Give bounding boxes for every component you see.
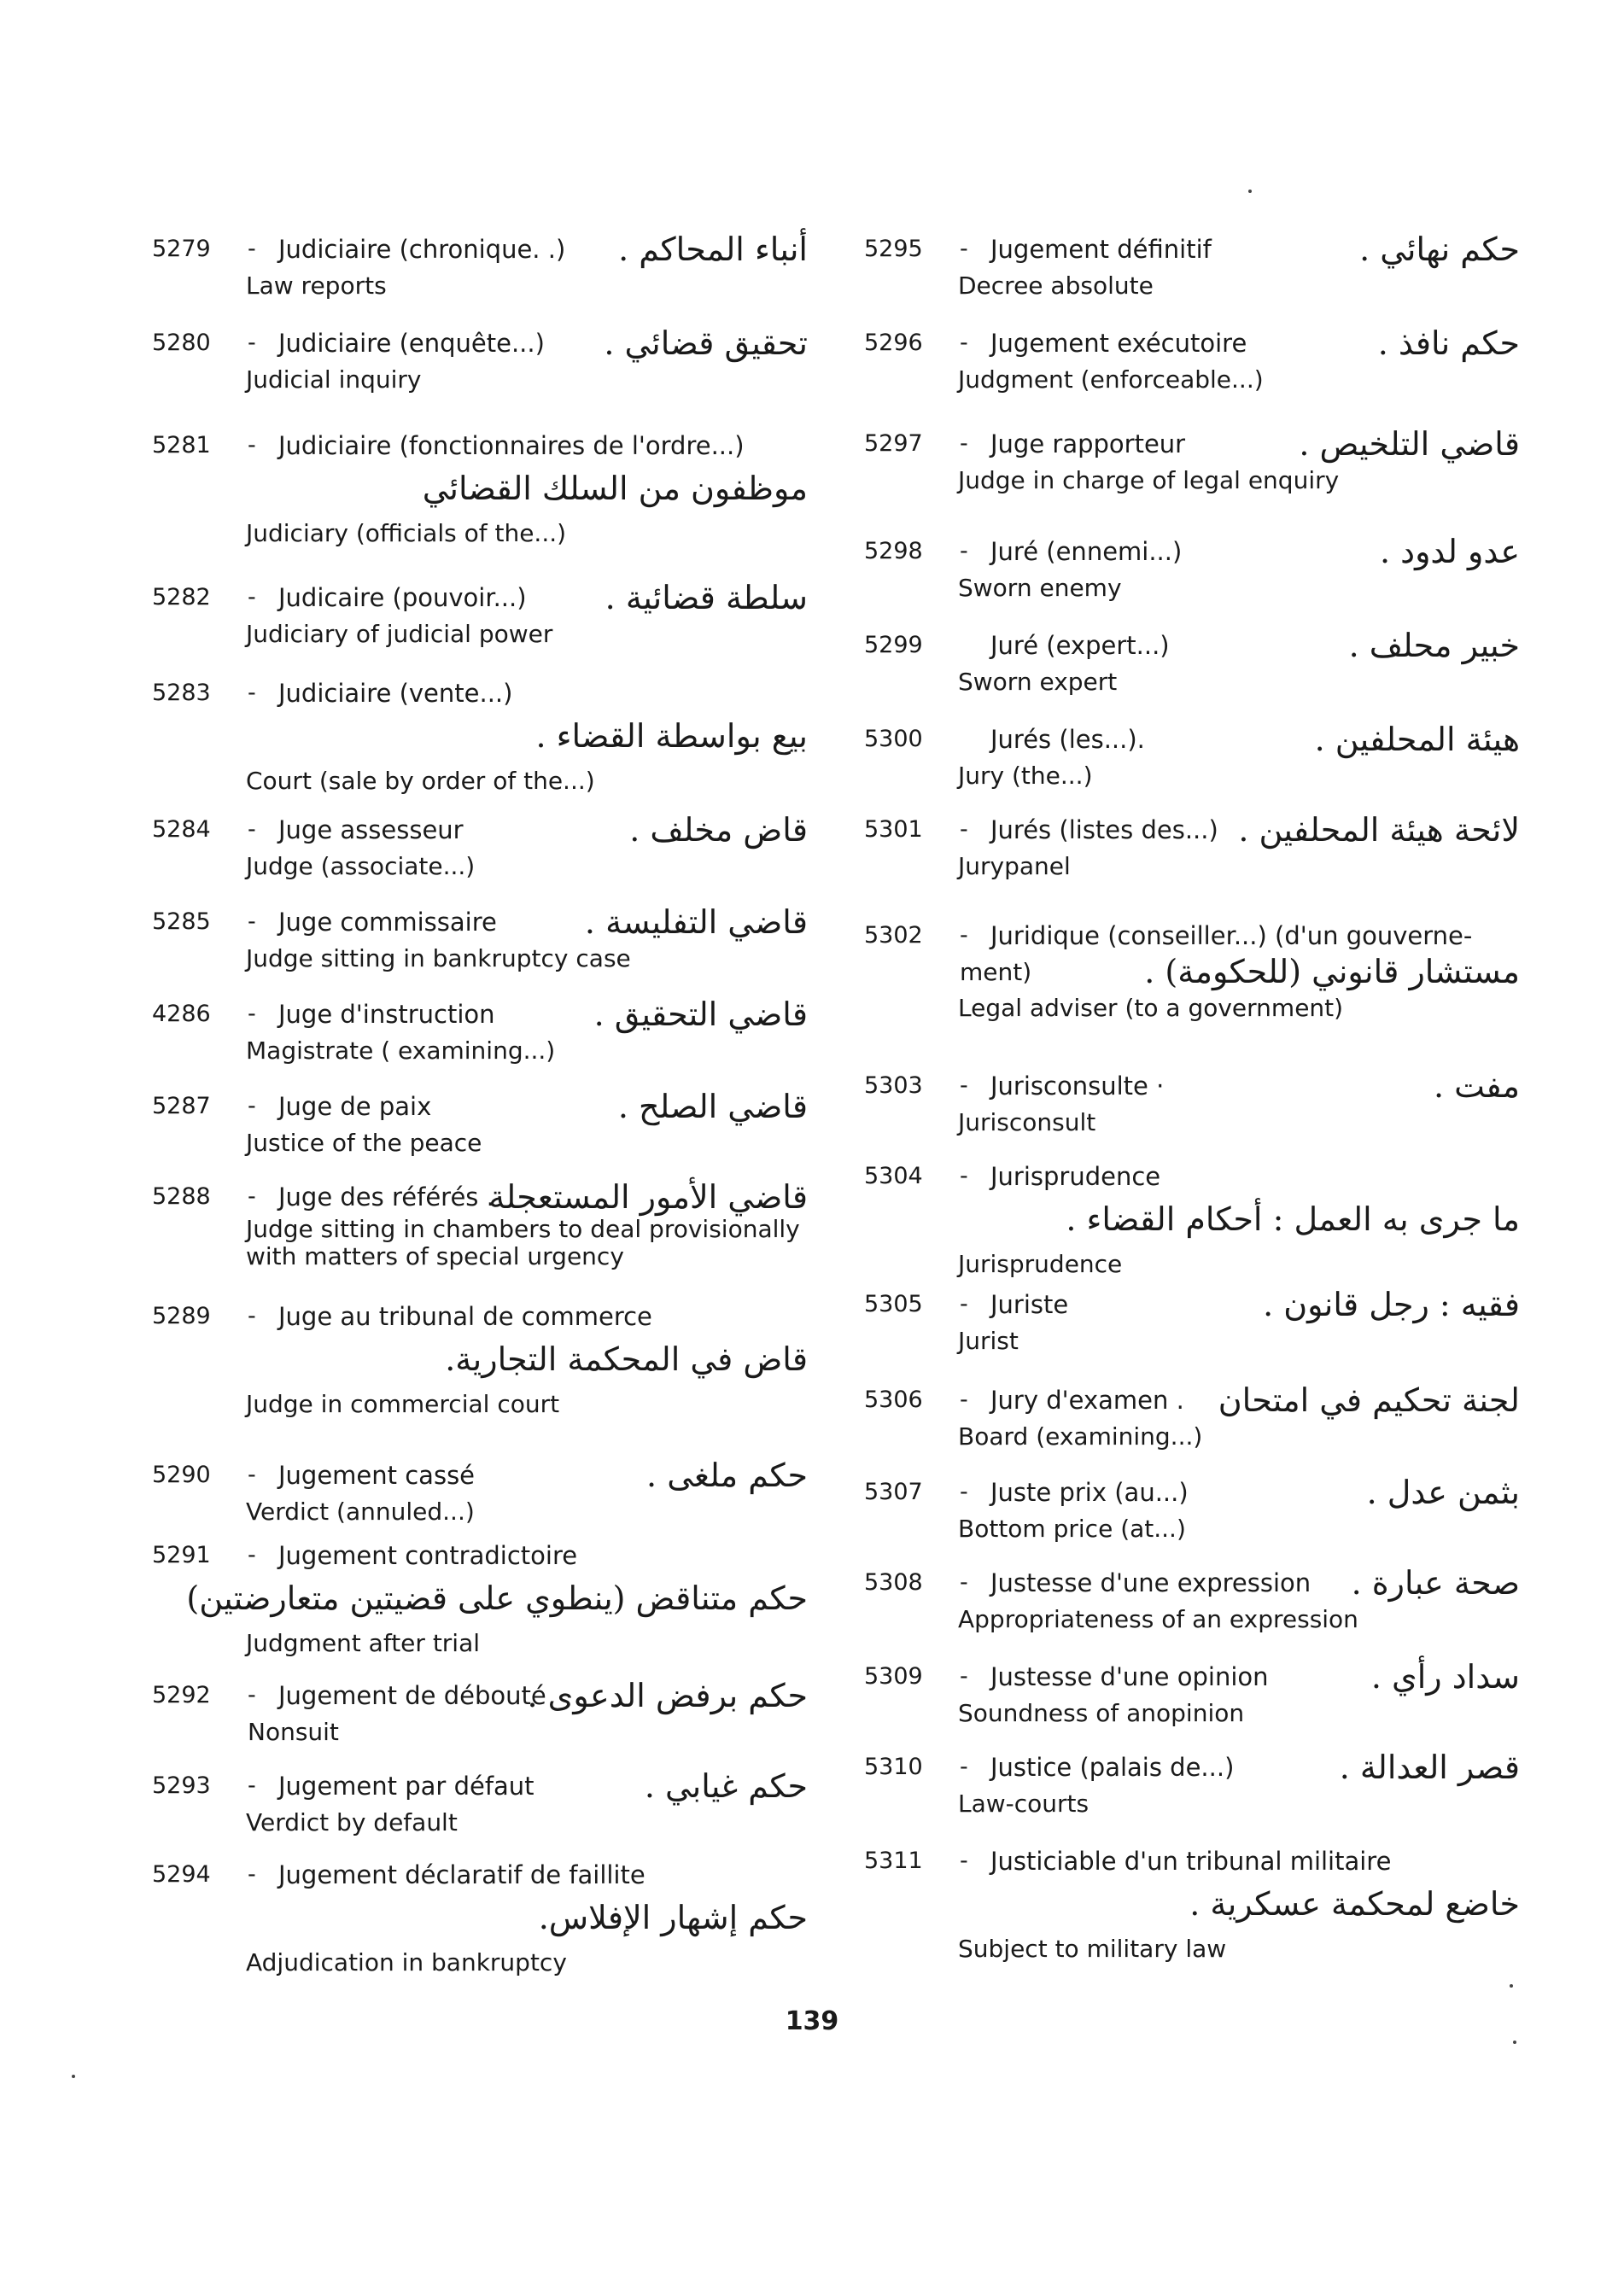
entry-number: 5295 [864,236,923,262]
entry-number: 5296 [864,330,923,356]
entry-dash: - [960,1387,968,1413]
english-translation: Judge in commercial court [246,1390,560,1418]
arabic-term: خاضع لمحكمة عسكرية . [1189,1885,1520,1923]
entry-headline [152,1537,818,1574]
arabic-term: قاض في المحكمة التجارية. [445,1340,808,1378]
entry-number: 5281 [152,432,211,458]
entry-headline [864,533,1530,570]
arabic-term-line [152,1574,818,1626]
french-term-continued-text: ment) [960,958,1032,986]
entry-headline [152,903,818,941]
english-translation: Justice of the peace [246,1129,482,1157]
english-translation: Soundness of anopinion [958,1699,1245,1727]
arabic-term: لائحة هيئة المحلفين . [1238,811,1520,849]
entry-dash: - [248,1682,256,1708]
entry-dash: - [960,1072,968,1099]
arabic-term-line [152,464,818,516]
dictionary-entry [152,1537,818,1661]
entry-headline [864,1749,1530,1786]
entry-number: 5305 [864,1291,923,1317]
entry-headline [152,1457,818,1494]
english-translation: Judge sitting in bankruptcy case [246,944,631,972]
entry-number: 5279 [152,236,211,262]
entry-dash: - [248,1183,256,1210]
entry-headline [864,811,1530,849]
english-translation: Judge in charge of legal enquiry [958,466,1340,494]
entry-headline [152,579,818,616]
entry-number: 5302 [864,922,923,949]
arabic-term: مستشار قانوني (للحكومة) . [1144,953,1520,990]
dictionary-entry [152,996,818,1069]
french-term: Jurés (listes des...) [990,815,1218,844]
dictionary-entry [152,1298,818,1422]
english-translation: Jurisconsult [958,1108,1096,1136]
arabic-term-line [864,1880,1530,1931]
entry-number: 5299 [864,632,923,658]
dictionary-entry [152,427,818,552]
entry-number: 5304 [864,1163,923,1189]
french-term: Juge rapporteur [990,429,1186,458]
entry-headline [864,1381,1530,1419]
entry-number: 5288 [152,1183,211,1210]
english-translation: Judiciary of judicial power [246,620,553,648]
entry-dash: - [960,330,968,356]
arabic-term-line [864,1195,1530,1247]
french-term: Jugement cassé [278,1461,476,1490]
entry-headline [152,674,818,712]
entry-number: 5284 [152,816,211,843]
french-term: Jurisprudence [990,1162,1161,1191]
entry-headline [152,427,818,464]
entry-dash: - [248,1542,256,1568]
english-translation: Law-courts [958,1790,1089,1818]
entry-number: 5307 [864,1479,923,1505]
entry-headline [864,1564,1530,1602]
french-term: Jugement de débouté [278,1681,546,1710]
entry-headline [864,1658,1530,1696]
english-translation: Subject to military law [958,1935,1227,1963]
dictionary-entry [864,1474,1530,1547]
entry-dash: - [248,330,256,356]
entry-dash: - [960,538,968,564]
entry-number: 5308 [864,1569,923,1596]
dictionary-entry [152,1767,818,1841]
entry-number: 5310 [864,1754,923,1780]
arabic-term: سلطة قضائية . [605,579,808,616]
entry-number: 5293 [152,1772,211,1799]
arabic-term: بثمن عدل . [1366,1474,1520,1511]
english-translation: Court (sale by order of the...) [246,767,595,795]
english-translation: Judgment after trial [246,1629,481,1657]
entry-dash: - [960,1848,968,1874]
arabic-term: حكم نافذ . [1377,324,1520,362]
english-translation: Verdict (annuled...) [246,1498,475,1526]
english-translation: Legal adviser (to a government) [958,994,1344,1022]
scan-speck [1248,190,1252,193]
english-translation: Judgment (enforceable...) [958,365,1264,394]
english-translation: Sworn expert [958,668,1118,696]
entry-number: 5303 [864,1072,923,1099]
entry-dash: - [248,816,256,843]
entry-dash: - [248,1093,256,1119]
dictionary-entry [152,1677,818,1750]
english-translation: Jurypanel [958,852,1071,880]
entry-headline [864,324,1530,362]
entry-dash: - [248,1462,256,1488]
scan-speck [72,2075,75,2078]
french-term: Justesse d'une expression [990,1568,1311,1597]
french-term: Judiciaire (enquête...) [278,329,545,358]
dictionary-entry [864,811,1530,885]
french-term: Jurisconsulte · [990,1071,1165,1101]
french-term: Juge assesseur [278,815,464,844]
entry-dash: - [248,908,256,935]
entry-number: 5289 [152,1303,211,1329]
french-term: Juste prix (au...) [990,1478,1189,1507]
french-term: Juge d'instruction [278,1000,495,1029]
french-term: Juré (expert...) [990,631,1170,660]
entry-number: 5291 [152,1542,211,1568]
entry-number: 5297 [864,430,923,457]
entry-dash: - [960,1754,968,1780]
dictionary-entry [864,917,1530,1026]
entry-dash: - [960,1291,968,1317]
english-translation: Judiciary (officials of the...) [246,519,567,547]
entry-dash: - [248,236,256,262]
entry-number: 5292 [152,1682,211,1708]
french-term: Juriste [990,1290,1069,1319]
dictionary-entry [152,1856,818,1981]
french-term: Judicaire (pouvoir...) [278,583,527,612]
entry-number: 5309 [864,1663,923,1690]
arabic-term: مفت . [1433,1067,1520,1105]
dictionary-entry [152,1457,818,1530]
french-term: Justice (palais de...) [990,1753,1235,1782]
entry-number: 5280 [152,330,211,356]
entry-headline [864,627,1530,664]
entry-headline [152,324,818,362]
entry-dash: - [960,1479,968,1505]
dictionary-entry [152,1088,818,1161]
entry-dash: - [248,1772,256,1799]
entry-dash: - [960,1163,968,1189]
dictionary-entry [864,1749,1530,1822]
english-translation: Judicial inquiry [246,365,422,394]
arabic-term: عدو لدود . [1379,533,1520,570]
dictionary-entry [864,1158,1530,1282]
page-number: 139 [785,2006,839,2036]
entry-number: 5301 [864,816,923,843]
entry-dash: - [960,816,968,843]
entry-headline [152,811,818,849]
entry-dash: - [248,432,256,458]
arabic-term: خبير محلف . [1348,627,1520,664]
dictionary-entry [152,1178,818,1270]
entry-dash: - [960,922,968,949]
dictionary-entry [864,231,1530,304]
entry-number: 5287 [152,1093,211,1119]
entry-dash: - [248,1303,256,1329]
dictionary-entry [864,1658,1530,1731]
arabic-term: أنباء المحاكم . [618,231,808,268]
english-translation: Judge sitting in chambers to deal provisionally with matters of special urgency [246,1215,800,1270]
english-translation: Verdict by default [246,1808,458,1836]
arabic-term: حكم ملغى . [646,1457,808,1494]
arabic-term: قاضي التحقيق . [593,996,808,1033]
english-translation: Jurist [958,1327,1019,1355]
entry-headline [152,1767,818,1805]
entry-number: 5311 [864,1848,923,1874]
english-translation: Adjudication in bankruptcy [246,1948,567,1976]
dictionary-entry [152,674,818,799]
arabic-term: حكم نهائي . [1359,231,1520,268]
entry-headline [864,1842,1530,1880]
english-translation: Jurisprudence [958,1250,1123,1278]
entry-dash: - [248,680,256,706]
entry-headline [864,425,1530,463]
french-term: Jugement définitif [990,235,1212,264]
entry-headline [152,231,818,268]
french-term: Juge des référés . [278,1182,494,1212]
entry-number: 5282 [152,584,211,610]
french-term: Justiciable d'un tribunal militaire [990,1847,1392,1876]
english-translation: Magistrate ( examining...) [246,1036,556,1065]
english-translation: Appropriateness of an expression [958,1605,1358,1633]
entry-headline [864,1067,1530,1105]
french-term-continued [864,955,1530,990]
arabic-term: ما جرى به العمل : أحكام القضاء . [1066,1200,1520,1238]
entry-dash: - [960,430,968,457]
entry-headline [864,1286,1530,1323]
french-term: Jugement par défaut [278,1772,535,1801]
english-translation: Law reports [246,272,387,300]
dictionary-entry [864,1286,1530,1359]
arabic-term: تحقيق قضائي . [604,324,808,362]
entry-dash: - [960,1663,968,1690]
arabic-term: حكم متناقض (ينطوي على قضيتين متعارضتين) [186,1579,808,1617]
arabic-term: قاضي الصلح . [617,1088,808,1125]
scan-speck [1510,1984,1513,1988]
french-term: Juge de paix [278,1092,432,1121]
english-translation: Judge (associate...) [246,852,476,880]
entry-headline [864,1474,1530,1511]
arabic-term: سداد رأي . [1370,1658,1520,1696]
dictionary-entry [864,1842,1530,1967]
entry-number: 5285 [152,908,211,935]
arabic-term: قاضي التفليسة . [584,903,808,941]
french-term: Justesse d'une opinion [990,1662,1269,1691]
dictionary-entry [152,231,818,304]
arabic-term-line [152,1894,818,1945]
entry-dash: - [960,1569,968,1596]
entry-number: 5283 [152,680,211,706]
entry-dash: - [248,1001,256,1027]
french-term: Jurés (les...). [990,725,1145,754]
arabic-term: حكم برفض الدعوى . [527,1677,808,1714]
dictionary-entry [152,903,818,977]
dictionary-entry [864,533,1530,606]
dictionary-entry [864,425,1530,499]
arabic-term-line [152,1335,818,1387]
dictionary-entry [864,1067,1530,1141]
entry-number: 4286 [152,1001,211,1027]
entry-number: 5294 [152,1861,211,1888]
arabic-term: فقيه : رجل قانون . [1263,1286,1520,1323]
entry-headline [152,1298,818,1335]
entry-number: 5290 [152,1462,211,1488]
entry-headline [864,721,1530,758]
dictionary-entry [864,1564,1530,1638]
entry-number: 5300 [864,726,923,752]
dictionary-entry [152,324,818,398]
arabic-term: قاضي التلخيص . [1299,425,1520,463]
english-translation: Sworn enemy [958,574,1122,602]
arabic-term: قصر العدالة . [1339,1749,1520,1786]
arabic-term: موظفون من السلك القضائي [422,470,808,507]
dictionary-entry [152,579,818,652]
french-term: Juridique (conseiller...) (d'un gouverne- [990,921,1473,950]
french-term: Juré (ennemi...) [990,537,1183,566]
entry-headline [152,996,818,1033]
entry-headline [152,1677,818,1714]
arabic-term: حكم إشهار الإفلاس. [538,1899,808,1936]
arabic-term: هيئة المحلفين . [1314,721,1520,758]
french-term: Jugement exécutoire [990,329,1247,358]
dictionary-entry [864,627,1530,700]
english-translation: Bottom price (at...) [958,1515,1186,1543]
english-translation: Board (examining...) [958,1422,1203,1451]
french-term: Judiciaire (vente...) [278,679,513,708]
french-term: Judiciaire (chronique. .) [278,235,566,264]
entry-number: 5298 [864,538,923,564]
arabic-term: حكم غيابي . [644,1767,808,1805]
entry-headline [152,1088,818,1125]
arabic-term: قاض مخلف . [629,811,808,849]
arabic-term: بيع بواسطة القضاء . [535,717,808,755]
arabic-term: لجنة تحكيم في امتحان [1218,1381,1520,1419]
dictionary-entry [152,811,818,885]
french-term: Jugement contradictoire [278,1541,578,1570]
entry-dash: - [248,1861,256,1888]
arabic-term: قاضي الأمور المستعجلة [488,1178,808,1216]
french-term: Juge au tribunal de commerce [278,1302,652,1331]
entry-headline [864,1158,1530,1195]
scan-speck [1513,2041,1516,2044]
french-term-continued: Nonsuit [248,1718,339,1746]
entry-headline [152,1856,818,1894]
entry-dash: - [960,236,968,262]
dictionary-entry [864,1381,1530,1455]
french-term: Judiciaire (fonctionnaires de l'ordre...) [278,431,745,460]
entry-dash: - [248,584,256,610]
dictionary-entry [864,721,1530,794]
english-translation: Jury (the...) [958,762,1093,790]
french-term: Juge commissaire [278,908,497,937]
entry-number: 5306 [864,1387,923,1413]
french-term: Jugement déclaratif de faillite [278,1860,646,1889]
dictionary-entry [864,324,1530,398]
arabic-term-line [152,712,818,763]
french-term: Jury d'examen . [990,1386,1184,1415]
arabic-term: صحة عبارة . [1351,1564,1520,1602]
english-translation: Decree absolute [958,272,1154,300]
entry-headline [864,231,1530,268]
entry-headline [152,1178,818,1216]
